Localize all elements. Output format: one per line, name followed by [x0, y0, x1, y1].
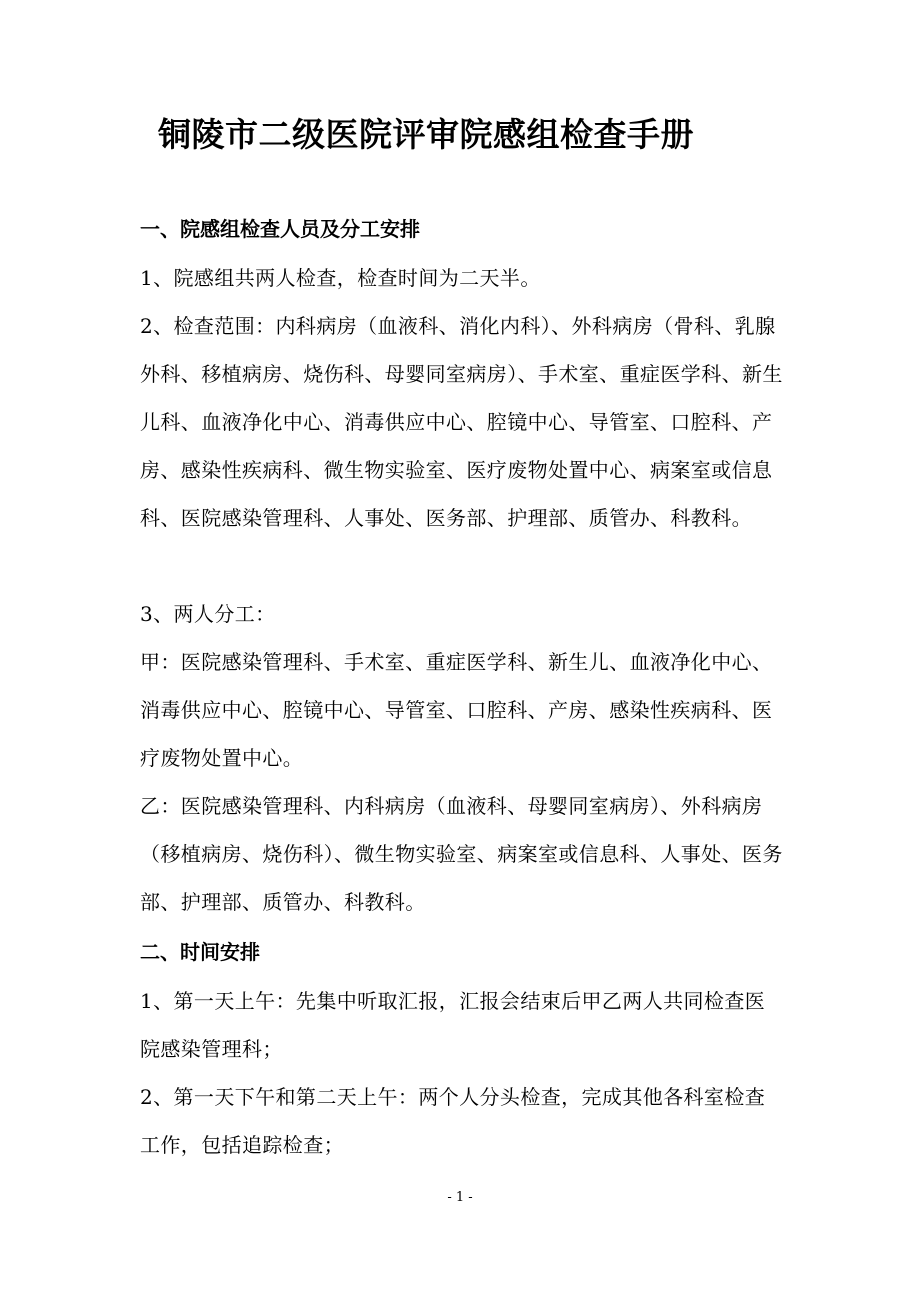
paragraph-day1-afternoon-day2-morning: 2、第一天下午和第二天上午：两个人分头检查，完成其他各科室检查工作，包括追踪检查； — [140, 1085, 766, 1157]
paragraph-staff-count: 1、院感组共两人检查，检查时间为二天半。 — [140, 266, 541, 290]
section-heading-schedule: 二、时间安排 — [140, 940, 260, 964]
paragraph-division-intro: 3、两人分工： — [140, 602, 276, 626]
page-number: - 1 - — [447, 1190, 473, 1205]
section-heading-staffing: 一、院感组检查人员及分工安排 — [140, 217, 420, 241]
paragraph-day1-morning: 1、第一天上午：先集中听取汇报，汇报会结束后甲乙两人共同检查医院感染管理科； — [140, 989, 766, 1061]
paragraph-division-jia: 甲：医院感染管理科、手术室、重症医学科、新生儿、血液净化中心、消毒供应中心、腔镜中心、导管室、口腔科、产房、感染性疾病科、医疗废物处置中心。 — [140, 650, 773, 770]
paragraph-inspection-scope: 2、检查范围：内科病房（血液科、消化内科）、外科病房（骨科、乳腺外科、移植病房、烧伤科、母婴同室病房）、手术室、重症医学科、新生儿科、血液净化中心、消毒供应中心、腔镜中心、导管室、口腔科、产房、感染性疾病科、微生物实验室、医疗废物处置中心、病案室或信息科、医院感染管理科、人事处、医务部、护理部、质管办、科教科。 — [140, 314, 783, 530]
document-title: 铜陵市二级医院评审院感组检查手册 — [158, 115, 694, 154]
paragraph-division-yi: 乙：医院感染管理科、内科病房（血液科、母婴同室病房）、外科病房（移植病房、烧伤科）、微生物实验室、病案室或信息科、人事处、医务部、护理部、质管办、科教科。 — [140, 794, 783, 914]
